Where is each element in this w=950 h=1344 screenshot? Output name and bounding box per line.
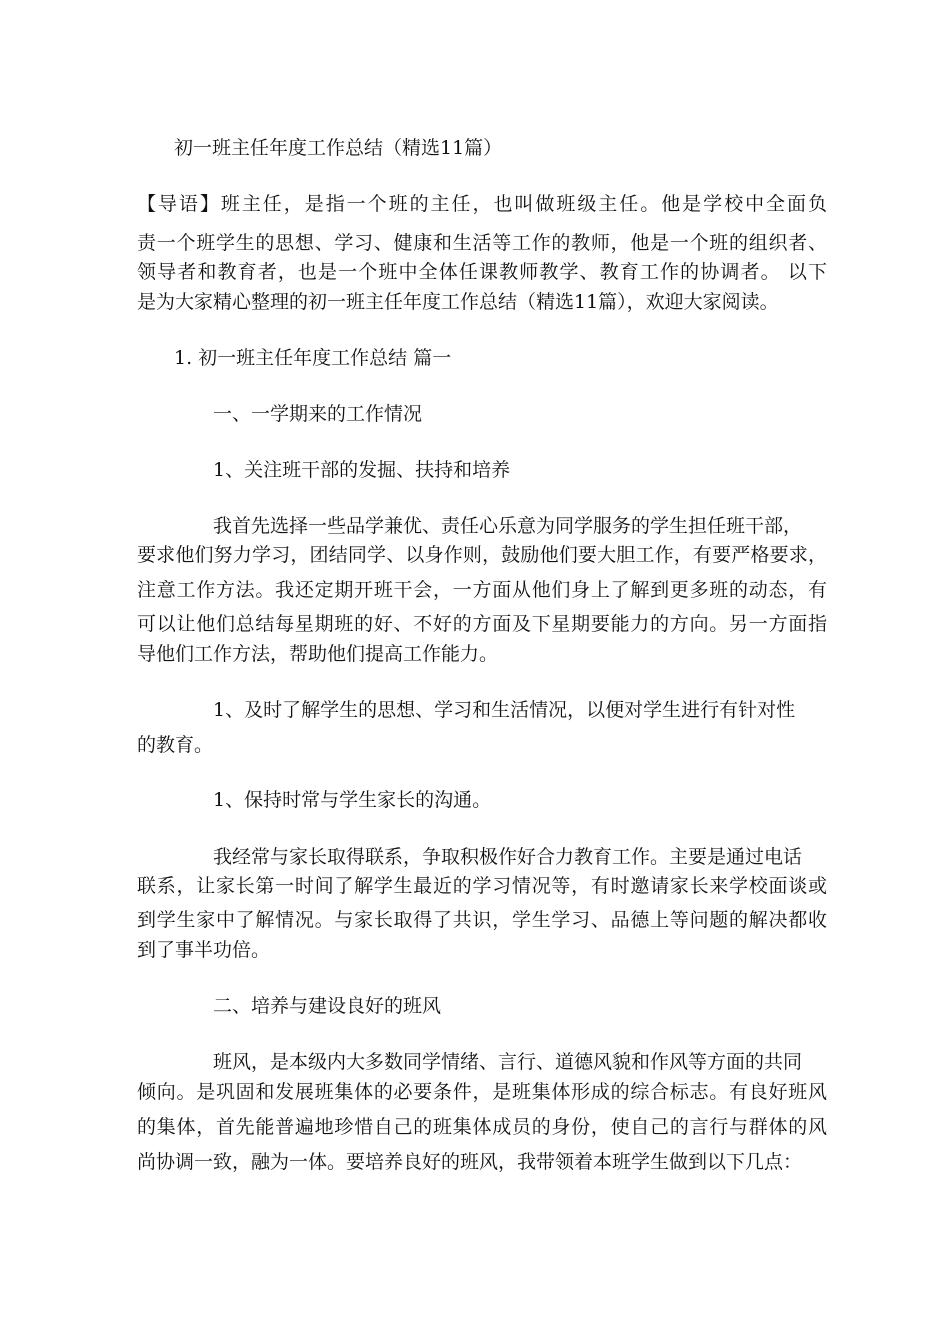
- paragraph-line: 的集体，首先能普遍地珍惜自己的班集体成员的身份，使自己的言行与群体的风: [137, 1116, 827, 1138]
- paragraph-line: 可以让他们总结每星期班的好、不好的方面及下星期要能力的方向。另一方面指: [137, 613, 827, 635]
- paragraph-line: 到学生家中了解情况。与家长取得了共识，学生学习、品德上等问题的解决都收: [137, 909, 827, 931]
- paragraph-line: 我经常与家长取得联系，争取积极作好合力教育工作。主要是通过电话: [213, 846, 803, 868]
- paragraph-line: 联系，让家长第一时间了解学生最近的学习情况等，有时邀请家长来学校面谈或: [137, 875, 827, 897]
- heading-2: 二、培养与建设良好的班风: [213, 995, 442, 1017]
- section-title: 1. 初一班主任年度工作总结 篇一: [174, 347, 452, 369]
- paragraph-line: 到了事半功倍。: [137, 939, 271, 961]
- paragraph-line: 1、及时了解学生的思想、学习和生活情况，以便对学生进行有针对性: [213, 699, 796, 721]
- subheading-1: 1、关注班干部的发掘、扶持和培养: [213, 459, 511, 481]
- paragraph-line: 要求他们努力学习，团结同学、以身作则，鼓励他们要大胆工作，有要严格要求，: [137, 544, 827, 566]
- paragraph-line: 我首先选择一些品学兼优、责任心乐意为同学服务的学生担任班干部，: [213, 515, 803, 537]
- subheading-2: 1、保持时常与学生家长的沟通。: [213, 789, 492, 811]
- paragraph-line: 注意工作方法。我还定期开班干会，一方面从他们身上了解到更多班的动态，有: [137, 579, 827, 601]
- paragraph-line: 尚协调一致，融为一体。要培养良好的班风，我带领着本班学生做到以下几点：: [137, 1151, 803, 1173]
- intro-line: 责一个班学生的思想、学习、健康和生活等工作的教师，他是一个班的组织者、: [137, 232, 827, 254]
- paragraph-line: 班风，是本级内大多数同学情绪、言行、道德风貌和作风等方面的共同: [213, 1051, 803, 1073]
- heading-1: 一、一学期来的工作情况: [213, 403, 423, 425]
- paragraph-line: 导他们工作方法，帮助他们提高工作能力。: [137, 643, 499, 665]
- intro-line: 领导者和教育者，也是一个班中全体任课教师教学、教育工作的协调者。 以下: [137, 261, 827, 283]
- paragraph-line: 倾向。是巩固和发展班集体的必要条件，是班集体形成的综合标志。有良好班风: [137, 1081, 827, 1103]
- document-title: 初一班主任年度工作总结（精选11篇）: [174, 137, 503, 159]
- paragraph-line: 的教育。: [137, 734, 214, 756]
- intro-line: 【导语】班主任，是指一个班的主任，也叫做班级主任。他是学校中全面负: [137, 193, 827, 215]
- intro-line: 是为大家精心整理的初一班主任年度工作总结（精选11篇），欢迎大家阅读。: [137, 291, 779, 313]
